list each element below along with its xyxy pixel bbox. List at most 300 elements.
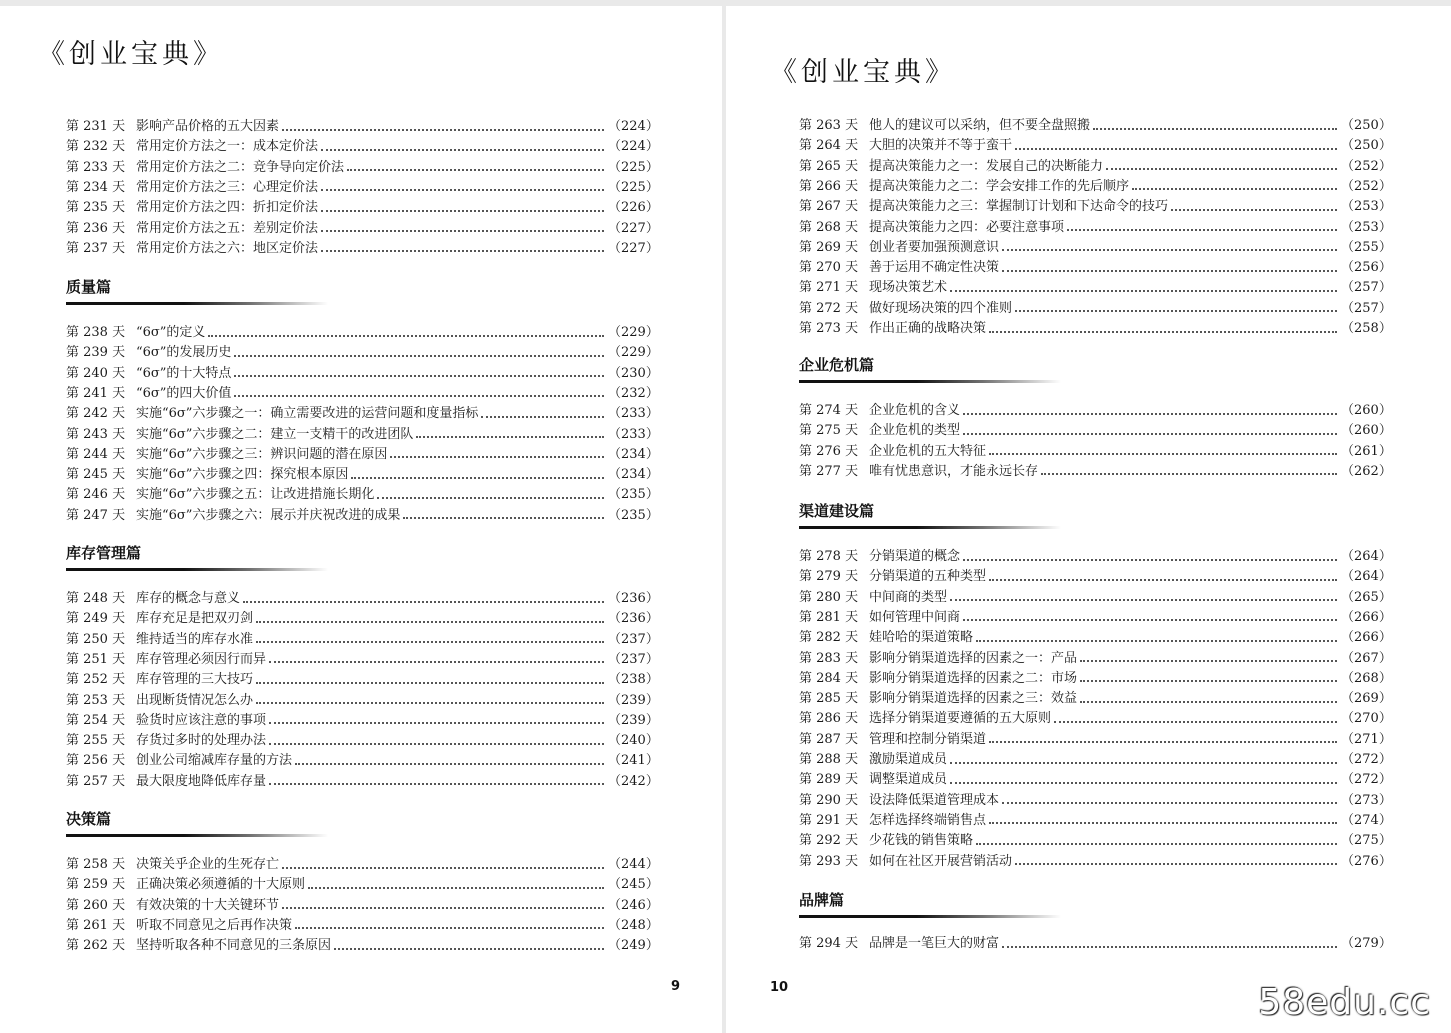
toc-entry-topic: 选择分销渠道要遵循的五大原则 [869,711,1052,727]
toc-entry-page: （236） [608,591,659,606]
toc-entry-topic: 坚持听取各种不同意见的三条原因 [136,938,332,954]
toc-entry [66,875,659,895]
dot-leader [950,598,1337,601]
toc-entry [66,384,659,404]
toc-entry [799,278,1392,298]
toc-entry-page: （236） [608,611,659,627]
toc-entry-day: 第 279 天 [799,569,859,585]
toc-entry-page: （229） [608,325,659,340]
dot-leader [390,455,604,458]
dot-leader [950,289,1337,292]
toc-entry-day: 第 253 天 [66,692,126,708]
toc-entry [799,750,1392,770]
toc-entry [799,462,1392,482]
section-rule [66,834,328,837]
section-title: 品牌篇 [799,891,845,909]
toc-entry-topic: 娃哈哈的渠道策略 [869,630,974,646]
toc-entry-topic: 出现断货情况怎么办 [136,692,254,708]
toc-entry-day: 第 238 天 [66,325,126,340]
toc-entry-topic: 善于运用不确定性决策 [869,260,1000,276]
dot-leader [321,188,604,191]
toc-entry [66,609,659,629]
toc-entry-day: 第 282 天 [799,630,859,646]
toc-entry [66,445,659,465]
toc-entry [799,116,1392,136]
toc-entry-day: 第 281 天 [799,609,859,625]
dot-leader [282,906,604,909]
toc-entry-day: 第 252 天 [66,672,126,688]
section-rule [66,568,328,571]
toc-entry-page: （224） [608,119,659,134]
toc-entry [799,770,1392,790]
toc-entry-page: （260） [1341,423,1392,439]
toc-entry-topic: 唯有忧患意识，才能永远长存 [869,463,1039,479]
dot-leader [403,516,604,519]
dot-leader [256,701,604,704]
section-rule [799,526,1061,529]
toc-entry [799,197,1392,217]
toc-entry-day: 第 242 天 [66,406,126,422]
toc-entry-page: （241） [608,753,659,769]
toc-entry-page: （279） [1341,936,1392,951]
dot-leader [1171,208,1337,211]
toc-entry-day: 第 270 天 [799,260,859,276]
toc-entry [66,425,659,445]
toc-entry-page: （245） [608,877,659,893]
toc-entry-day: 第 239 天 [66,345,126,361]
toc-entry-topic: 提高决策能力之三：掌握制订计划和下达命令的技巧 [869,199,1169,215]
left-page [0,6,722,1033]
toc-entry-topic: 做好现场决策的四个准则 [869,300,1013,316]
toc-entry-day: 第 287 天 [799,731,859,747]
toc-entry [799,177,1392,197]
toc-entry-topic: “6σ”的发展历史 [136,345,232,361]
toc-entry-day: 第 293 天 [799,853,859,869]
toc-entry-day: 第 237 天 [66,240,126,256]
dot-leader [950,761,1337,764]
toc-entry-day: 第 232 天 [66,139,126,155]
toc-entry-day: 第 240 天 [66,365,126,381]
toc-entry-topic: 库存充足是把双刃剑 [136,611,254,627]
dot-leader [1015,309,1337,312]
dot-leader [1041,472,1337,475]
dot-leader [989,452,1337,455]
toc-entry [66,178,659,198]
toc-entry-day: 第 288 天 [799,752,859,767]
toc-entry-topic: 实施“6σ”六步骤之二：建立一支精干的改进团队 [136,426,414,442]
section-rule [66,302,328,305]
section-title: 库存管理篇 [66,544,142,562]
toc-entry-page: （230） [608,365,659,381]
toc-entry-topic: 提高决策能力之四：必要注意事项 [869,219,1065,235]
toc-entry [66,731,659,751]
toc-entry-day: 第 276 天 [799,443,859,459]
page-number: 9 [671,979,681,994]
dot-leader [1015,862,1337,865]
toc-entry-day: 第 267 天 [799,199,859,215]
toc-entry [66,896,659,916]
toc-entry-day: 第 294 天 [799,936,859,951]
section-title: 决策篇 [66,810,112,828]
dot-leader [976,842,1337,845]
toc-entry-day: 第 278 天 [799,549,859,564]
toc-entry-page: （226） [608,200,659,216]
toc-entry-page: （274） [1341,812,1392,828]
toc-entry [799,442,1392,462]
dot-leader [1015,147,1337,150]
dot-leader [1002,945,1337,948]
dot-leader [347,168,604,171]
toc-entry-topic: 最大限度地降低库存量 [136,773,267,789]
toc-entry-day: 第 251 天 [66,651,126,667]
toc-entry-page: （255） [1341,239,1392,255]
toc-entry-day: 第 254 天 [66,712,126,728]
toc-entry-day: 第 268 天 [799,219,859,235]
toc-entry-topic: 作出正确的战略决策 [869,321,987,336]
dot-leader [234,374,604,377]
dot-leader [269,782,604,785]
toc-entry [799,934,1392,954]
toc-entry-topic: 常用定价方法之一：成本定价法 [136,139,319,155]
toc-entry [799,852,1392,872]
dot-leader [377,496,604,499]
toc-entry-page: （250） [1341,118,1392,133]
toc-entry-topic: 常用定价方法之三：心理定价法 [136,179,319,195]
toc-entry [66,855,659,875]
toc-entry [799,299,1392,319]
toc-entry-topic: 调整渠道成员 [869,772,948,788]
toc-entry-day: 第 280 天 [799,589,859,605]
toc-entry-page: （272） [1341,772,1392,788]
toc-entry-topic: 实施“6σ”六步骤之三：辨识问题的潜在原因 [136,446,388,462]
toc-entry [799,567,1392,587]
toc-entry [66,323,659,343]
book-title: 《创业宝典》 [770,57,956,88]
toc-entry-page: （269） [1341,691,1392,707]
dot-leader [243,600,604,603]
toc-entry-page: （264） [1341,569,1392,585]
toc-entry-topic: 品牌是一笔巨大的财富 [869,936,1000,951]
dot-leader [282,128,604,131]
toc-entry-page: （227） [608,220,659,236]
toc-entry-page: （237） [608,651,659,667]
toc-entry-page: （270） [1341,711,1392,727]
toc-entry-day: 第 258 天 [66,857,126,872]
toc-entry-topic: 分销渠道的概念 [869,549,961,564]
toc-entry-page: （271） [1341,731,1392,747]
toc-entry [66,691,659,711]
dot-leader [1002,801,1337,804]
toc-entry-topic: 实施“6σ”六步骤之五：让改进措施长期化 [136,487,375,503]
toc-entry-topic: 存货过多时的处理办法 [136,733,267,749]
toc-entry-page: （237） [608,631,659,647]
right-page [726,6,1451,1033]
toc-entry-topic: 常用定价方法之五：差别定价法 [136,220,319,236]
toc-entry-topic: 怎样选择终端销售点 [869,812,987,828]
toc-entry [799,547,1392,567]
toc-entry-page: （265） [1341,589,1392,605]
toc-entry-day: 第 274 天 [799,403,859,418]
toc-entry-topic: 正确决策必须遵循的十大原则 [136,877,306,893]
toc-entry-day: 第 236 天 [66,220,126,236]
toc-entry-day: 第 290 天 [799,792,859,808]
toc-entry-topic: 企业危机的五大特征 [869,443,987,459]
toc-entry [66,343,659,363]
toc-entry [66,117,659,137]
section-rule [799,915,1061,918]
toc-entry [799,689,1392,709]
toc-entry [66,711,659,731]
toc-entry-topic: 常用定价方法之六：地区定价法 [136,240,319,256]
toc-entry-day: 第 234 天 [66,179,126,195]
toc-entry-page: （249） [608,938,659,954]
toc-entry [66,630,659,650]
toc-entry [799,649,1392,669]
dot-leader [208,334,604,337]
toc-entry-page: （252） [1341,178,1392,194]
toc-entry-day: 第 264 天 [799,138,859,154]
dot-leader [481,415,604,418]
toc-entry-day: 第 277 天 [799,463,859,479]
toc-entry-page: （234） [608,467,659,483]
toc-entry-topic: 影响分销渠道选择的因素之二：市场 [869,670,1078,686]
dot-leader [976,639,1337,642]
toc-entry [799,811,1392,831]
toc-entry-day: 第 261 天 [66,917,126,933]
toc-entry-page: （276） [1341,853,1392,869]
toc-entry-topic: 影响分销渠道选择的因素之一：产品 [869,650,1078,666]
toc-entry-page: （264） [1341,549,1392,564]
toc-entry-page: （261） [1341,443,1392,459]
dot-leader [269,721,604,724]
toc-entry-topic: 创业者要加强预测意识 [869,239,1000,255]
toc-entry [66,751,659,771]
toc-entry [66,239,659,259]
toc-entry-day: 第 263 天 [799,118,859,133]
toc-entry [66,485,659,505]
dot-leader [1054,720,1337,723]
dot-leader [282,866,604,869]
dot-leader [256,620,604,623]
toc-entry-page: （258） [1341,321,1392,336]
dot-leader [308,886,604,889]
toc-entry-page: （250） [1341,138,1392,154]
toc-entry-topic: 设法降低渠道管理成本 [869,792,1000,808]
toc-entry-day: 第 275 天 [799,423,859,439]
dot-leader [351,476,604,479]
toc-entry-day: 第 266 天 [799,178,859,194]
dot-leader [1002,269,1337,272]
toc-entry [799,218,1392,238]
toc-entry-day: 第 273 天 [799,321,859,336]
toc-entry-day: 第 271 天 [799,280,859,296]
dot-leader [1067,228,1337,231]
section-title: 质量篇 [66,278,112,296]
toc-entry-day: 第 256 天 [66,753,126,769]
toc-entry [799,608,1392,628]
toc-entry-page: （268） [1341,670,1392,686]
toc-entry-page: （257） [1341,300,1392,316]
toc-entry-topic: 影响分销渠道选择的因素之三：效益 [869,691,1078,707]
dot-leader [963,432,1337,435]
section-title: 企业危机篇 [799,356,875,374]
toc-entry-topic: 管理和控制分销渠道 [869,731,987,747]
dot-leader [269,660,604,663]
toc-entry-topic: 常用定价方法之二：竞争导向定价法 [136,159,345,175]
toc-entry-page: （227） [608,240,659,256]
toc-entry-page: （256） [1341,260,1392,276]
toc-entry-day: 第 231 天 [66,119,126,134]
toc-entry-day: 第 283 天 [799,650,859,666]
dot-leader [234,354,604,357]
toc-entry [66,650,659,670]
page-number: 10 [770,980,789,995]
dot-leader [256,681,604,684]
dot-leader [321,249,604,252]
toc-entry-page: （275） [1341,833,1392,849]
toc-entry-topic: 有效决策的十大关键环节 [136,897,280,913]
book-title: 《创业宝典》 [38,39,224,70]
toc-entry-page: （248） [608,917,659,933]
dot-leader [1080,659,1337,662]
toc-entry-day: 第 250 天 [66,631,126,647]
toc-entry-topic: 创业公司缩减库存量的方法 [136,753,293,769]
dot-leader [1132,187,1337,190]
toc-entry-topic: 大胆的决策并不等于蛮干 [869,138,1013,154]
toc-entry-day: 第 269 天 [799,239,859,255]
toc-entry-page: （273） [1341,792,1392,808]
toc-entry-page: （234） [608,446,659,462]
toc-entry [799,730,1392,750]
toc-entry-page: （272） [1341,752,1392,767]
toc-entry-page: （238） [608,672,659,688]
toc-entry [799,831,1392,851]
dot-leader [989,740,1337,743]
section-title: 渠道建设篇 [799,502,875,520]
toc-entry-day: 第 243 天 [66,426,126,442]
toc-entry-topic: “6σ”的十大特点 [136,365,232,381]
toc-entry [799,421,1392,441]
toc-entry-day: 第 245 天 [66,467,126,483]
toc-entry [66,137,659,157]
toc-entry-topic: 分销渠道的五种类型 [869,569,987,585]
dot-leader [269,742,604,745]
toc-entry-day: 第 235 天 [66,200,126,216]
dot-leader [989,330,1337,333]
toc-entry-topic: 库存管理必须因行而异 [136,651,267,667]
toc-entry-topic: 实施“6σ”六步骤之一：确立需要改进的运营问题和度量指标 [136,406,479,422]
toc-entry [799,628,1392,648]
toc-entry-day: 第 233 天 [66,159,126,175]
toc-entry-page: （229） [608,345,659,361]
dot-leader [334,947,604,950]
toc-entry [799,588,1392,608]
toc-entry-topic: 现场决策艺术 [869,280,948,296]
toc-entry [66,364,659,384]
toc-entry-day: 第 272 天 [799,300,859,316]
watermark: 58edu.cc [1258,982,1431,1023]
toc-entry-page: （267） [1341,650,1392,666]
toc-entry-page: （225） [608,159,659,175]
toc-entry-topic: 企业危机的含义 [869,403,961,418]
toc-entry [799,258,1392,278]
toc-entry-page: （262） [1341,463,1392,479]
dot-leader [963,558,1337,561]
toc-entry [66,404,659,424]
dot-leader [416,435,604,438]
dot-leader [1106,167,1337,170]
toc-entry-page: （266） [1341,630,1392,646]
toc-entry [799,791,1392,811]
dot-leader [1080,700,1337,703]
toc-entry-day: 第 244 天 [66,446,126,462]
toc-entry [799,709,1392,729]
toc-entry-page: （244） [608,857,659,872]
toc-entry [66,772,659,792]
toc-entry-topic: 常用定价方法之四：折扣定价法 [136,200,319,216]
toc-entry-topic: 验货时应该注意的事项 [136,712,267,728]
dot-leader [321,229,604,232]
dot-leader [321,148,604,151]
toc-entry [799,238,1392,258]
toc-entry [66,936,659,956]
toc-entry-topic: 少花钱的销售策略 [869,833,974,849]
section-rule [799,380,1061,383]
toc-entry [66,589,659,609]
dot-leader [295,926,604,929]
toc-entry [66,670,659,690]
toc-entry-topic: 影响产品价格的五大因素 [136,119,280,134]
toc-entry-page: （252） [1341,158,1392,174]
dot-leader [234,394,604,397]
toc-entry [66,158,659,178]
toc-entry [66,198,659,218]
toc-entry-day: 第 246 天 [66,487,126,503]
toc-entry-day: 第 248 天 [66,591,126,606]
dot-leader [256,640,604,643]
toc-entry-day: 第 259 天 [66,877,126,893]
toc-entry-topic: 实施“6σ”六步骤之四：探究根本原因 [136,467,349,483]
toc-entry-topic: 维持适当的库存水准 [136,631,254,647]
toc-entry-page: （235） [608,487,659,503]
toc-entry-topic: 提高决策能力之二：学会安排工作的先后顺序 [869,178,1130,194]
toc-entry-topic: “6σ”的定义 [136,325,206,340]
toc-entry-page: （239） [608,712,659,728]
dot-leader [989,821,1337,824]
toc-entry-page: （232） [608,385,659,401]
toc-entry-day: 第 285 天 [799,691,859,707]
toc-entry-page: （260） [1341,403,1392,418]
toc-entry [799,136,1392,156]
toc-entry-day: 第 289 天 [799,772,859,788]
dot-leader [989,578,1337,581]
toc-entry [66,465,659,485]
toc-entry [799,669,1392,689]
toc-entry-topic: 企业危机的类型 [869,423,961,439]
dot-leader [950,781,1337,784]
toc-entry-page: （239） [608,692,659,708]
toc-entry-page: （233） [608,406,659,422]
toc-entry-topic: 实施“6σ”六步骤之六：展示并庆祝改进的成果 [136,507,401,523]
toc-entry-day: 第 247 天 [66,507,126,523]
toc-entry-topic: 激励渠道成员 [869,752,948,767]
dot-leader [295,762,604,765]
dot-leader [963,618,1337,621]
dot-leader [963,412,1337,415]
toc-entry-topic: 听取不同意见之后再作决策 [136,917,293,933]
toc-entry-page: （246） [608,897,659,913]
dot-leader [321,209,604,212]
